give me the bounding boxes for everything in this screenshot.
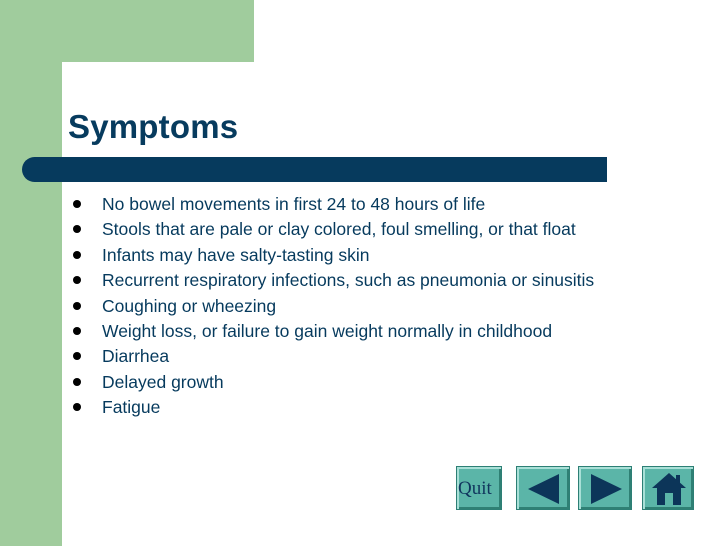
list-item-text: Delayed growth (102, 371, 224, 392)
right-triangle-icon (579, 467, 633, 511)
bullet-dot-icon (73, 327, 81, 335)
home-icon (643, 467, 695, 511)
list-item (0, 370, 594, 395)
home-button[interactable] (642, 466, 694, 510)
bullet-dot-icon (73, 378, 81, 386)
list-item-text: Coughing or wheezing (102, 295, 277, 316)
bullet-dot-icon (73, 200, 81, 208)
symptom-list (0, 192, 594, 421)
title-underline-bar (22, 157, 607, 182)
bullet-dot-icon (73, 352, 81, 360)
list-item-text: Stools that are pale or clay colored, foul smelling, or that float (102, 219, 576, 240)
bullet-dot-icon (73, 302, 81, 310)
bullet-dot-icon (73, 403, 81, 411)
bullet-dot-icon (73, 225, 81, 233)
list-item-text: Recurrent respiratory infections, such as pneumonia or sinusitis (102, 270, 595, 291)
quit-button[interactable] (456, 466, 502, 510)
list-item (0, 294, 594, 319)
list-item (0, 268, 594, 293)
list-item-text: Weight loss, or failure to gain weight normally in childhood (102, 320, 553, 341)
list-item (0, 217, 594, 242)
bullet-dot-icon (73, 251, 81, 259)
left-triangle-icon (517, 467, 571, 511)
slide-title: Symptoms (68, 108, 239, 145)
bullet-dot-icon (73, 276, 81, 284)
next-slide-button[interactable] (578, 466, 632, 510)
list-item-text: No bowel movements in first 24 to 48 hours of life (102, 194, 486, 214)
top-green-band (0, 0, 254, 62)
list-item (0, 344, 594, 369)
list-item-text: Diarrhea (102, 346, 170, 367)
list-item (0, 319, 594, 344)
list-item (0, 395, 594, 420)
list-item-text: Fatigue (102, 397, 161, 418)
previous-slide-button[interactable] (516, 466, 570, 510)
quit-label: Quit (458, 478, 492, 499)
list-item (0, 243, 594, 268)
list-item-text: Infants may have salty-tasting skin (102, 244, 370, 265)
list-item (0, 192, 594, 217)
